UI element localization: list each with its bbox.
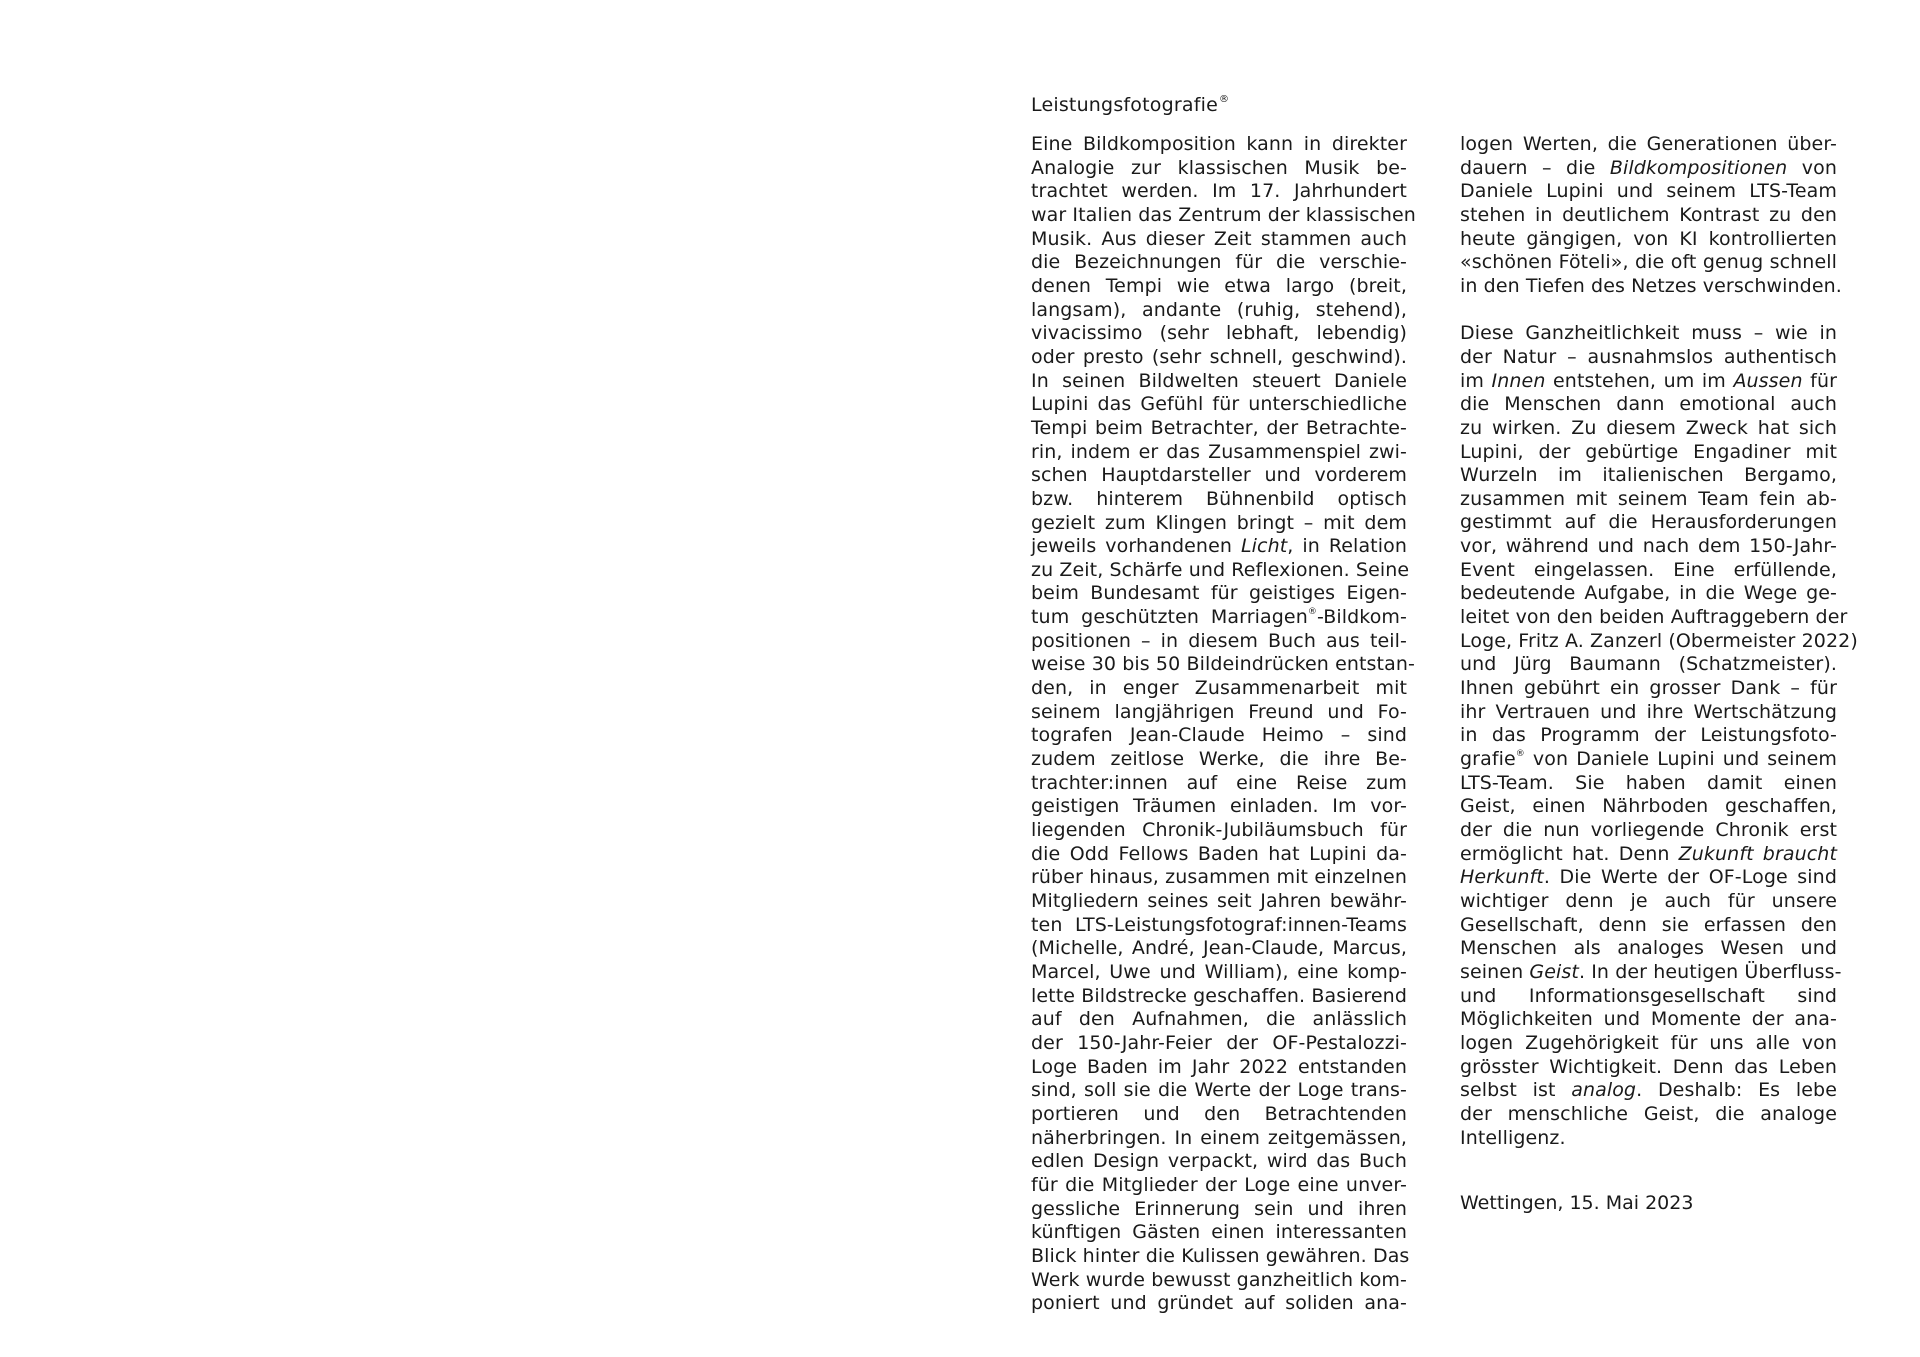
text-line: näherbringen. In einem zeitgemässen, [1031, 1126, 1407, 1149]
text-line: lette Bildstrecke geschaffen. Basierend [1031, 984, 1407, 1007]
body-paragraph [1460, 322, 1858, 1150]
text-line: Musik. Aus dieser Zeit stammen auch [1031, 227, 1407, 250]
italic-word: Licht [1240, 535, 1288, 558]
text-line: In seinen Bildwelten steuert Daniele [1031, 369, 1407, 392]
text-line: zu Zeit, Schärfe und Reflexionen. Seine [1031, 558, 1410, 581]
text-line: positionen – in diesem Buch aus teil- [1031, 629, 1407, 652]
text-line [1460, 157, 1837, 181]
text-line: weise 30 bis 50 Bildeindrücken entstan- [1031, 653, 1415, 676]
text-line: logen Werten, die Generationen über- [1460, 133, 1837, 155]
text-line: beim Bundesamt für geistiges Eigen- [1031, 582, 1407, 605]
text-line: LTS-Team. Sie haben damit einen [1460, 771, 1837, 794]
text-line: Eine Bildkomposition kann in direkter [1031, 133, 1407, 155]
text-line: Gesellschaft, denn sie erfassen den [1460, 913, 1837, 936]
text-line: Loge Baden im Jahr 2022 entstanden [1031, 1055, 1407, 1078]
text-fragment: . In der heutigen Überfluss- [1578, 960, 1842, 983]
text-line: vivacissimo (sehr lebhaft, lebendig) [1031, 322, 1407, 345]
text-fragment: ermöglicht hat. Denn [1460, 842, 1679, 865]
text-fragment: von Daniele Lupini und seinem [1524, 748, 1837, 771]
text-line: war Italien das Zentrum der klassischen [1031, 203, 1416, 226]
text-line [1460, 370, 1837, 394]
text-fragment: von [1787, 156, 1837, 179]
text-line: edlen Design verpackt, wird das Buch [1031, 1150, 1407, 1173]
text-line: Daniele Lupini und seinem LTS-Team [1460, 180, 1837, 203]
text-line: zusammen mit seinem Team fein ab- [1460, 487, 1837, 510]
text-line: Geist, einen Nährboden geschaffen, [1460, 795, 1837, 818]
text-line: der menschliche Geist, die analoge [1460, 1102, 1837, 1125]
text-line: Analogie zur klassischen Musik be- [1031, 156, 1407, 179]
text-line [1460, 866, 1837, 890]
text-line: Wurzeln im italienischen Bergamo, [1460, 464, 1837, 487]
text-line: gessliche Erinnerung sein und ihren [1031, 1197, 1407, 1220]
text-fragment: -Bildkom- [1316, 606, 1407, 629]
text-line: zudem zeitlose Werke, die ihre Be- [1031, 748, 1407, 771]
italic-word: Innen [1491, 369, 1546, 392]
text-line: in das Programm der Leistungsfoto- [1460, 724, 1837, 747]
italic-word: Herkunft [1460, 866, 1544, 889]
text-line [1031, 535, 1407, 559]
text-line: stehen in deutlichem Kontrast zu den [1460, 203, 1837, 226]
text-fragment: , in Relation [1287, 535, 1407, 558]
text-line: Lupini, der gebürtige Engadiner mit [1460, 440, 1837, 463]
body-paragraph [1031, 133, 1416, 1316]
text-fragment: selbst ist [1460, 1079, 1572, 1102]
text-line: künftigen Gästen einen interessanten [1031, 1221, 1407, 1244]
text-line: Werk wurde bewusst ganzheitlich kom- [1031, 1268, 1407, 1291]
text-line: ten LTS-Leistungsfotograf:innen-Teams [1031, 913, 1407, 936]
text-line: poniert und gründet auf soliden ana- [1031, 1292, 1407, 1315]
title-text: Leistungsfotografie [1031, 94, 1218, 116]
text-line: der die nun vorliegende Chronik erst [1460, 819, 1837, 842]
italic-word: Zukunft braucht [1678, 842, 1837, 865]
text-line: die Odd Fellows Baden hat Lupini da- [1031, 842, 1407, 865]
text-line: für die Mitglieder der Loge eine unver- [1031, 1173, 1407, 1196]
registered-mark: ® [1218, 94, 1230, 105]
text-line: in den Tiefen des Netzes verschwinden. [1460, 274, 1842, 297]
text-line: Loge, Fritz A. Zanzerl (Obermeister 2022) [1460, 629, 1858, 652]
text-line: Möglichkeiten und Momente der ana- [1460, 1008, 1837, 1031]
text-line: rüber hinaus, zusammen mit einzelnen [1031, 866, 1407, 889]
text-fragment: grafie [1460, 748, 1516, 771]
text-line: gestimmt auf die Herausforderungen [1460, 511, 1837, 534]
text-line: Menschen als analoges Wesen und [1460, 937, 1837, 960]
text-line [1460, 843, 1837, 867]
italic-word: Bildkompositionen [1609, 156, 1788, 179]
text-line: heute gängigen, von KI kontrollierten [1460, 227, 1837, 250]
text-line: grösster Wichtigkeit. Denn das Leben [1460, 1055, 1837, 1078]
text-line: ihr Vertrauen und ihre Wertschätzung [1460, 700, 1837, 723]
text-fragment: seinen [1460, 960, 1530, 983]
text-line: die Menschen dann emotional auch [1460, 393, 1837, 416]
text-line: vor, während und nach dem 150-Jahr- [1460, 535, 1837, 558]
text-line: portieren und den Betrachtenden [1031, 1102, 1407, 1125]
text-line: trachter:innen auf eine Reise zum [1031, 771, 1407, 794]
text-line: bedeutende Aufgabe, in die Wege ge- [1460, 582, 1837, 605]
text-line [1460, 748, 1837, 772]
place-date: Wettingen, 15. Mai 2023 [1460, 1192, 1694, 1214]
text-line: Lupini das Gefühl für unterschiedliche [1031, 393, 1407, 416]
text-fragment: entstehen, um im [1545, 369, 1734, 392]
text-line: der Natur – ausnahmslos authentisch [1460, 345, 1837, 368]
text-line: liegenden Chronik-Jubiläumsbuch für [1031, 819, 1407, 842]
text-line: geistigen Träumen einladen. Im vor- [1031, 795, 1407, 818]
text-line: und Jürg Baumann (Schatzmeister). [1460, 653, 1837, 676]
text-fragment: jeweils vorhandenen [1031, 535, 1241, 558]
text-line: gezielt zum Klingen bringt – mit dem [1031, 511, 1407, 534]
text-line: zu wirken. Zu diesem Zweck hat sich [1460, 416, 1837, 439]
text-line: leitet von den beiden Auftraggebern der [1460, 606, 1848, 629]
text-line: sind, soll sie die Werte der Loge trans- [1031, 1079, 1407, 1102]
text-fragment: dauern – die [1460, 156, 1610, 179]
text-fragment: im [1460, 369, 1492, 392]
page-title [1031, 88, 1229, 117]
registered-mark: ® [1307, 607, 1317, 618]
text-line: bzw. hinterem Bühnenbild optisch [1031, 487, 1407, 510]
text-line: Marcel, Uwe und William), eine komp- [1031, 960, 1407, 983]
text-line: Diese Ganzheitlichkeit muss – wie in [1460, 322, 1837, 345]
text-column-right [1460, 133, 1858, 1150]
text-column-left [1031, 133, 1416, 1316]
text-line: der 150-Jahr-Feier der OF-Pestalozzi- [1031, 1031, 1407, 1054]
text-line: Blick hinter die Kulissen gewähren. Das [1031, 1244, 1410, 1267]
text-line: die Bezeichnungen für die verschie- [1031, 251, 1407, 274]
text-line: den, in enger Zusammenarbeit mit [1031, 677, 1407, 700]
registered-mark: ® [1515, 749, 1525, 760]
text-fragment: für [1802, 369, 1838, 392]
text-line: logen Zugehörigkeit für uns alle von [1460, 1031, 1837, 1054]
text-line: «schönen Föteli», die oft genug schnell [1460, 251, 1837, 274]
text-line: (Michelle, André, Jean-Claude, Marcus, [1031, 937, 1407, 960]
text-line: auf den Aufnahmen, die anlässlich [1031, 1008, 1407, 1031]
italic-word: Geist [1529, 960, 1579, 983]
text-line [1031, 606, 1407, 630]
text-line: Intelligenz. [1460, 1126, 1566, 1149]
italic-word: analog [1571, 1079, 1637, 1102]
text-fragment: . Deshalb: Es lebe [1636, 1079, 1837, 1102]
text-line: trachtet werden. Im 17. Jahrhundert [1031, 180, 1407, 203]
text-line [1460, 960, 1842, 985]
text-line: tografen Jean-Claude Heimo – sind [1031, 724, 1407, 747]
text-line: Event eingelassen. Eine erfüllende, [1460, 558, 1837, 581]
text-line: schen Hauptdarsteller und vorderem [1031, 464, 1407, 487]
text-fragment: . Die Werte der OF-Loge sind [1543, 866, 1837, 889]
italic-word: Aussen [1733, 369, 1803, 392]
text-line: Ihnen gebührt ein grosser Dank – für [1460, 677, 1837, 700]
text-line: Tempi beim Betrachter, der Betrachte- [1031, 416, 1407, 439]
text-line: rin, indem er das Zusammenspiel zwi- [1031, 440, 1407, 463]
text-line [1460, 1079, 1837, 1103]
text-line: langsam), andante (ruhig, stehend), [1031, 298, 1407, 321]
text-line: seinem langjährigen Freund und Fo- [1031, 700, 1407, 723]
text-line: wichtiger denn je auch für unsere [1460, 889, 1837, 912]
text-line: und Informationsgesellschaft sind [1460, 984, 1837, 1007]
text-line: oder presto (sehr schnell, geschwind). [1031, 345, 1407, 368]
body-paragraph-continued [1460, 133, 1842, 299]
text-line: denen Tempi wie etwa largo (breit, [1031, 274, 1407, 297]
text-line: Mitgliedern seines seit Jahren bewähr- [1031, 890, 1407, 912]
text-fragment: tum geschützten Marriagen [1031, 606, 1308, 629]
